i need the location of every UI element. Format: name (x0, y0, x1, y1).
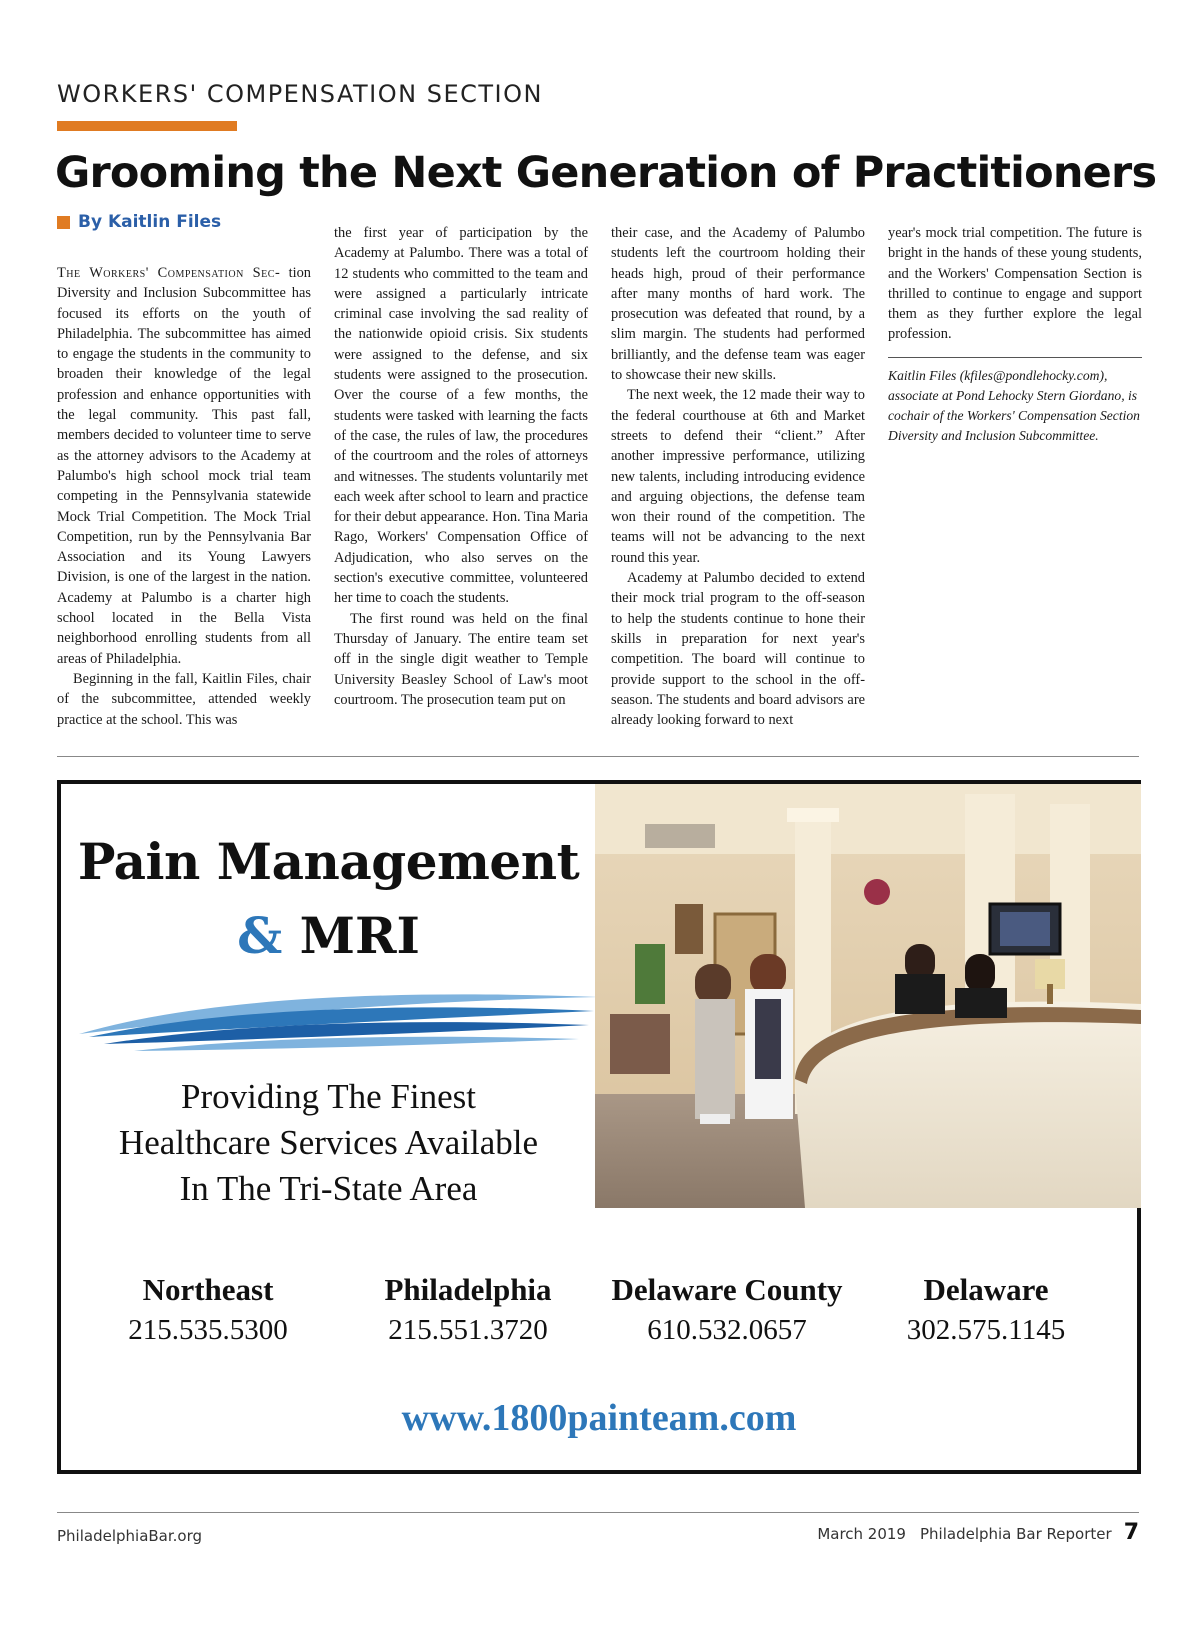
page-number: 7 (1123, 1520, 1139, 1545)
location-phone[interactable]: 302.575.1145 (906, 1314, 1066, 1346)
article-paragraph: their case, and the Academy of Palumbo students left the courtroom holding their heads high, proud of their performance after many months of hard work. The prosecution was defeated that round, by a slim margin. The students had performed brilliantly, and the defense team was eager to showcase their new skills. (611, 225, 865, 384)
article-column-4 (888, 223, 1142, 446)
footer-right (803, 1520, 1139, 1545)
tagline-line: Healthcare Services Available (118, 1123, 539, 1162)
article-paragraph (57, 263, 311, 669)
article-headline: Grooming the Next Generation of Practitioners (55, 148, 1157, 198)
byline-square-icon (57, 216, 70, 229)
article-column-1 (57, 263, 311, 730)
footer-site[interactable]: PhiladelphiaBar.org (57, 1527, 203, 1545)
ad-title: Pain Management (77, 832, 580, 891)
author-bio: Kaitlin Files (kfiles@pondlehocky.com), associate at Pond Lehocky Stern Giordano, is cochair of the Workers' Compensation Section Diversity and Inclusion Subcommittee. (888, 367, 1140, 443)
article-paragraph: Academy at Palumbo decided to extend their mock trial program to the off-season to help the students continue to hone their skills in preparation for next year's competition. The board will continue to provide support to the school in the off-season. The students and board advisors are already looking forward to next (611, 570, 865, 729)
location-phone[interactable]: 610.532.0657 (647, 1314, 807, 1346)
location-name: Philadelphia (384, 1272, 552, 1307)
location-name: Delaware (923, 1272, 1049, 1307)
location-northeast (78, 1272, 338, 1347)
location-philadelphia (338, 1272, 598, 1347)
location-phone[interactable]: 215.551.3720 (388, 1314, 548, 1346)
article-paragraph: The next week, the 12 made their way to the federal courthouse at 6th and Market streets to defend their “client.” After another impressive performance, utilizing new talents, including introducing evidence and arguing objections, the defense team won their round of the competition. The teams will not be advancing to the next round this year. (611, 387, 865, 566)
ad-website-link[interactable]: www.1800painteam.com (401, 1397, 797, 1439)
footer-publication: Philadelphia Bar Reporter (919, 1525, 1112, 1543)
paragraph-text: tion Diversity and Inclusion Subcommittee has focused its efforts on the youth of Philadelphia. The subcommittee has aimed to engage the students in the community to broaden their knowledge of the legal profession and enhance opportunities with the legal community. This past fall, members decided to volunteer time to serve as the attorney advisors to the Academy at Palumbo's high school mock trial team competing in the Pennsylvania statewide Mock Trial Competition. The Mock Trial Competition, run by the Pennsylvania Bar Association and its Young Lawyers Division, is one of the largest in the nation. Academy at Palumbo is a charter high school located in the Bella Vista neighborhood enrolling students from all areas of Philadelphia. (57, 265, 311, 667)
ad-tagline (61, 1074, 596, 1212)
article-paragraph: the first year of participation by the Academy at Palumbo. There was a total of 12 students who committed to the team and were assigned a particularly intricate criminal case involving the sad reality of the nationwide opioid crisis. Six students were assigned to the defense, and six students were assigned to the prosecution. Over the course of a few months, the students were tasked with learning the facts of the case, the rules of law, the procedures of the courtroom and the roles of attorneys and witnesses. The students voluntarily met each week after school to learn and practice for their debut appearance. Hon. Tina Maria Rago, Workers' Compensation Office of Adjudication, who also serves on the section's executive committee, volunteered her time to coach the students. (334, 225, 588, 607)
location-name: Northeast (142, 1272, 274, 1307)
section-label: WORKERS' COMPENSATION SECTION (57, 80, 543, 108)
section-divider (57, 756, 1139, 757)
byline (57, 212, 221, 232)
ad-ampersand: & (237, 906, 283, 965)
reception-photo (595, 784, 1141, 1208)
article-column-3 (611, 223, 865, 730)
advertisement[interactable] (57, 780, 1141, 1474)
footer-divider (57, 1512, 1139, 1513)
lead-in-smallcaps: The Workers' Compensation Sec- (57, 265, 281, 281)
footer-date: March 2019 (817, 1525, 906, 1543)
ad-subtitle-text: MRI (299, 906, 420, 965)
location-name: Delaware County (611, 1272, 843, 1307)
article-paragraph: year's mock trial competition. The future is bright in the hands of these young students, and the Workers' Compensation Section is thrilled to continue to engage and support them as they further explore the legal profession. (888, 225, 1142, 343)
article-paragraph: Beginning in the fall, Kaitlin Files, chair of the subcommittee, attended weekly practice at the school. This was (57, 670, 311, 728)
article-column-2 (334, 223, 588, 710)
location-delaware-county (597, 1272, 857, 1347)
article-paragraph: The first round was held on the final Thursday of January. The entire team set off in the single digit weather to Temple University Beasley School of Law's moot courtroom. The prosecution team put on (334, 610, 588, 708)
tagline-line: Providing The Finest (181, 1077, 476, 1116)
tagline-line: In The Tri-State Area (179, 1169, 478, 1208)
section-accent-bar (57, 121, 237, 131)
ad-subtitle (61, 906, 596, 965)
byline-text: By Kaitlin Files (78, 212, 222, 232)
wave-logo-icon (79, 989, 599, 1059)
bio-divider (888, 357, 1142, 358)
location-phone[interactable]: 215.535.5300 (128, 1314, 288, 1346)
location-delaware (856, 1272, 1116, 1347)
